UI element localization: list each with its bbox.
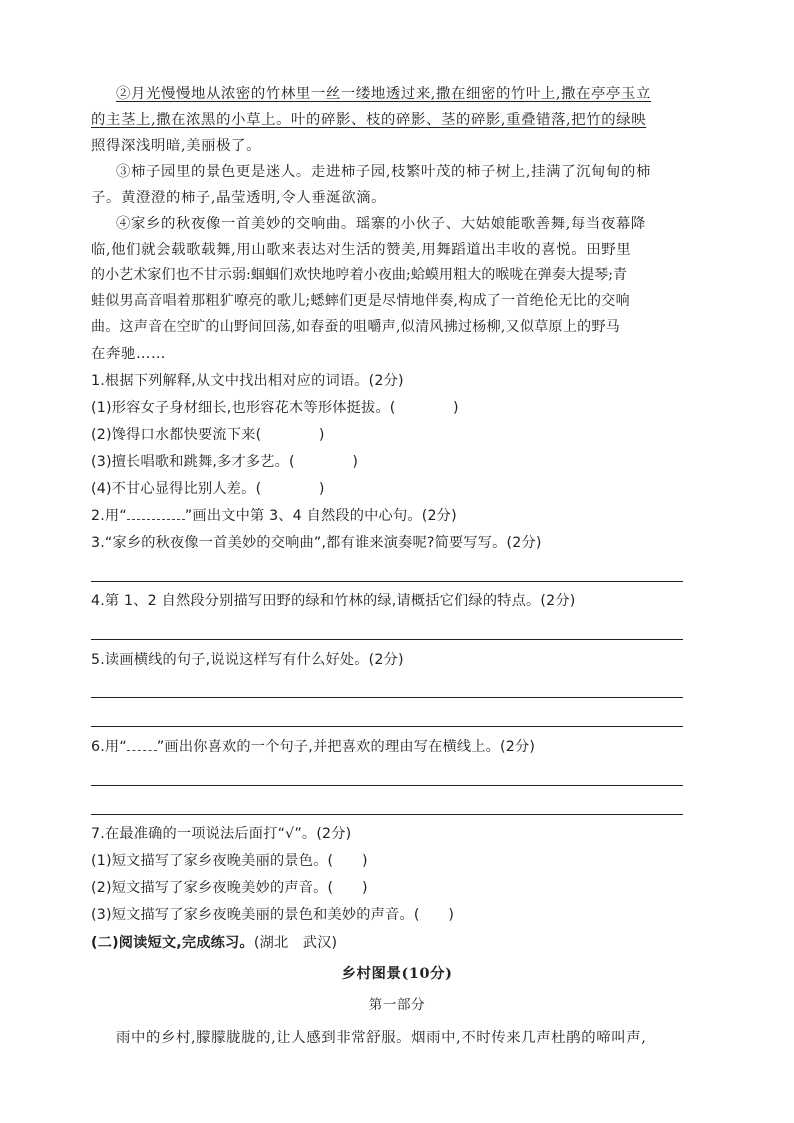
question-5: 5.读画横线的句子,说说这样写有什么好处。(2分) [91, 652, 404, 668]
passage-para4-line5: 曲。这声音在空旷的山野间回荡,如春蚕的咀嚼声,似清风拂过杨柳,又似草原上的野马 [91, 319, 621, 335]
passage-para4-line4: 蛙似男高音唱着那粗犷嘹亮的歌儿;蟋蟀们更是尽情地伴奏,构成了一首绝伦无比的交响 [91, 293, 630, 309]
section-2-heading: (二)阅读短文,完成练习。 [91, 935, 254, 951]
question-2-prefix: 2.用“ [91, 508, 127, 524]
section-2-source: (湖北 武汉) [253, 935, 338, 951]
passage-para4-line1: ④家乡的秋夜像一首美妙的交响曲。瑶寨的小伙子、大姑娘能歌善舞,每当夜幕降 [116, 216, 646, 232]
answer-line-q3[interactable] [91, 581, 683, 582]
wavy-underline-sample-short [127, 739, 157, 751]
question-1: 1.根据下列解释,从文中找出相对应的词语。(2分) [91, 373, 404, 389]
passage-para2-line2: 的主茎上,撒在浓黑的小草上。叶的碎影、枝的碎影、茎的碎影,重叠错落,把竹的绿映 [91, 112, 647, 128]
question-6-suffix: ”画出你喜欢的一个句子,并把喜欢的理由写在横线上。(2分) [156, 739, 536, 755]
passage-title: 乡村图景(10分) [341, 965, 453, 982]
question-1-item-3: (3)擅长唱歌和跳舞,多才多艺。( ) [91, 454, 359, 470]
question-7-item-2: (2)短文描写了家乡夜晚美妙的声音。( ) [91, 880, 368, 896]
wavy-underline-sample [127, 508, 185, 520]
passage-para2-line1: ②月光慢慢地从浓密的竹林里一丝一缕地透过来,撒在细密的竹叶上,撒在亭亭玉立 [116, 86, 652, 102]
question-6-prefix: 6.用“ [91, 739, 127, 755]
question-2-suffix: ”画出文中第 3、4 自然段的中心句。(2分) [184, 508, 457, 524]
question-4: 4.第 1、2 自然段分别描写田野的绿和竹林的绿,请概括它们绿的特点。(2分) [91, 593, 576, 609]
passage-para3-line2: 子。黄澄澄的柿子,晶莹透明,令人垂涎欲滴。 [91, 190, 387, 206]
answer-line-q6-1[interactable] [91, 785, 683, 786]
question-2 [91, 505, 457, 525]
passage-para4-line3: 的小艺术家们也不甘示弱:蝈蝈们欢快地哼着小夜曲;蛤蟆用粗大的喉咙在弹奏大提琴;青 [91, 267, 628, 283]
answer-line-q5-2[interactable] [91, 726, 683, 727]
question-1-item-1: (1)形容女子身材细长,也形容花木等形体挺拔。( ) [91, 400, 459, 416]
question-1-item-4: (4)不甘心显得比别人差。( ) [91, 481, 325, 497]
passage-part-label: 第一部分 [368, 997, 426, 1013]
question-3: 3.“家乡的秋夜像一首美妙的交响曲”,都有谁来演奏呢?简要写写。(2分) [91, 535, 542, 551]
question-6 [91, 736, 535, 756]
question-7-item-3: (3)短文描写了家乡夜晚美丽的景色和美妙的声音。( ) [91, 907, 455, 923]
answer-line-q6-2[interactable] [91, 814, 683, 815]
question-1-item-2: (2)馋得口水都快要流下来( ) [91, 427, 325, 443]
answer-line-q5-1[interactable] [91, 697, 683, 698]
section-2-heading-row [91, 932, 337, 952]
question-7: 7.在最准确的一项说法后面打“√”。(2分) [91, 826, 352, 842]
passage-2-line1: 雨中的乡村,朦朦胧胧的,让人感到非常舒服。烟雨中,不时传来几声杜鹃的啼叫声, [116, 1030, 647, 1046]
answer-line-q4[interactable] [91, 639, 683, 640]
passage-para3-line1: ③柿子园里的景色更是迷人。走进柿子园,枝繁叶茂的柿子树上,挂满了沉甸甸的柿 [116, 164, 652, 180]
passage-para4-line6: 在奔驰…… [91, 346, 166, 362]
passage-para4-line2: 临,他们就会载歌载舞,用山歌来表达对生活的赞美,用舞蹈道出丰收的喜悦。田野里 [91, 242, 632, 258]
passage-para2-line3: 照得深浅明暗,美丽极了。 [91, 138, 262, 154]
question-7-item-1: (1)短文描写了家乡夜晚美丽的景色。( ) [91, 853, 368, 869]
